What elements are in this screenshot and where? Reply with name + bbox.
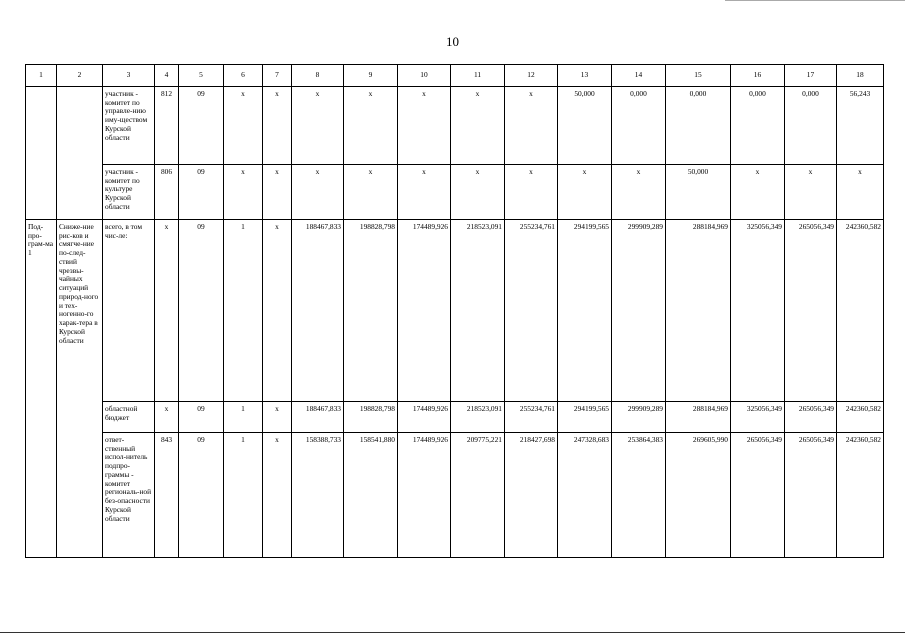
- header-cell: 8: [292, 65, 344, 87]
- value-cell: 288184,969: [666, 220, 731, 402]
- value-cell: 158388,733: [292, 433, 344, 558]
- value-cell: x: [837, 165, 884, 220]
- header-cell: 3: [103, 65, 155, 87]
- value-cell: x: [292, 165, 344, 220]
- value-cell: 269605,990: [666, 433, 731, 558]
- executor-label: ответ-ственный испол-нитель подпро-граммы - комитет региональ-ной без-опасности Курской области: [103, 433, 155, 558]
- value-cell: 218523,091: [451, 402, 505, 433]
- value-cell: 209775,221: [451, 433, 505, 558]
- value-cell: x: [398, 87, 451, 165]
- value-cell: 288184,969: [666, 402, 731, 433]
- value-cell: 255234,761: [505, 220, 558, 402]
- value-cell: 0,000: [666, 87, 731, 165]
- value-cell: x: [505, 87, 558, 165]
- value-cell: 188467,833: [292, 220, 344, 402]
- value-cell: 265056,349: [731, 433, 785, 558]
- section-code: 09: [179, 87, 224, 165]
- value-cell: 294199,565: [558, 402, 612, 433]
- page-top-edge: [725, 0, 905, 1]
- header-row: [26, 65, 884, 87]
- budget-table: [25, 64, 884, 558]
- header-cell: 16: [731, 65, 785, 87]
- target-code: x: [263, 402, 292, 433]
- value-cell: 253864,383: [612, 433, 666, 558]
- header-cell: 18: [837, 65, 884, 87]
- header-cell: 5: [179, 65, 224, 87]
- value-cell: 242360,582: [837, 402, 884, 433]
- subsection-code: 1: [224, 402, 263, 433]
- page-bottom-edge: [0, 632, 905, 633]
- header-cell: 10: [398, 65, 451, 87]
- grbs-code: x: [155, 402, 179, 433]
- grbs-code: 812: [155, 87, 179, 165]
- header-cell: 13: [558, 65, 612, 87]
- value-cell: 242360,582: [837, 433, 884, 558]
- subprogram-label: Под-про-грам-ма 1: [26, 220, 57, 558]
- value-cell: x: [785, 165, 837, 220]
- value-cell: 265056,349: [785, 433, 837, 558]
- value-cell: 218523,091: [451, 220, 505, 402]
- target-code: x: [263, 87, 292, 165]
- header-cell: 15: [666, 65, 731, 87]
- funding-source-label: всего, в том чис-ле:: [103, 220, 155, 402]
- value-cell: 325056,349: [731, 220, 785, 402]
- value-cell: x: [292, 87, 344, 165]
- table-row: [26, 220, 884, 402]
- section-code: 09: [179, 220, 224, 402]
- value-cell: 198828,798: [344, 220, 398, 402]
- value-cell: 265056,349: [785, 220, 837, 402]
- value-cell: 265056,349: [785, 402, 837, 433]
- subsection-code: x: [224, 165, 263, 220]
- section-code: 09: [179, 402, 224, 433]
- value-cell: 242360,582: [837, 220, 884, 402]
- header-cell: 7: [263, 65, 292, 87]
- empty-cell: [57, 87, 103, 220]
- grbs-code: 806: [155, 165, 179, 220]
- value-cell: x: [558, 165, 612, 220]
- subprogram-title: Сниже-ние рис-ков и смягче-ние по-след-ствий чрезвы-чайных ситуаций природ-ного и тех-ногенно-го харак-тера в Курской области: [57, 220, 103, 558]
- value-cell: 294199,565: [558, 220, 612, 402]
- header-cell: 9: [344, 65, 398, 87]
- header-cell: 4: [155, 65, 179, 87]
- section-code: 09: [179, 433, 224, 558]
- table-row: [26, 433, 884, 558]
- header-cell: 17: [785, 65, 837, 87]
- value-cell: 247328,683: [558, 433, 612, 558]
- empty-cell: [26, 87, 57, 220]
- value-cell: x: [612, 165, 666, 220]
- value-cell: 174489,926: [398, 220, 451, 402]
- header-cell: 2: [57, 65, 103, 87]
- participant-label: участник - комитет по управле-нию иму-ществом Курской области: [103, 87, 155, 165]
- header-cell: 12: [505, 65, 558, 87]
- value-cell: 158541,880: [344, 433, 398, 558]
- value-cell: 218427,698: [505, 433, 558, 558]
- value-cell: 0,000: [612, 87, 666, 165]
- grbs-code: x: [155, 220, 179, 402]
- value-cell: 255234,761: [505, 402, 558, 433]
- value-cell: x: [731, 165, 785, 220]
- header-cell: 14: [612, 65, 666, 87]
- value-cell: 299909,289: [612, 402, 666, 433]
- value-cell: x: [344, 87, 398, 165]
- value-cell: x: [398, 165, 451, 220]
- value-cell: 56,243: [837, 87, 884, 165]
- value-cell: 174489,926: [398, 433, 451, 558]
- table-row: [26, 402, 884, 433]
- grbs-code: 843: [155, 433, 179, 558]
- value-cell: x: [451, 165, 505, 220]
- table-row: [26, 165, 884, 220]
- target-code: x: [263, 165, 292, 220]
- header-cell: 11: [451, 65, 505, 87]
- header-cell: 6: [224, 65, 263, 87]
- subsection-code: 1: [224, 433, 263, 558]
- table-row: [26, 87, 884, 165]
- value-cell: x: [505, 165, 558, 220]
- target-code: x: [263, 220, 292, 402]
- subsection-code: 1: [224, 220, 263, 402]
- value-cell: 198828,798: [344, 402, 398, 433]
- participant-label: участник - комитет по культуре Курской области: [103, 165, 155, 220]
- value-cell: 0,000: [785, 87, 837, 165]
- target-code: x: [263, 433, 292, 558]
- subsection-code: x: [224, 87, 263, 165]
- value-cell: 325056,349: [731, 402, 785, 433]
- value-cell: 0,000: [731, 87, 785, 165]
- value-cell: 50,000: [666, 165, 731, 220]
- value-cell: 299909,289: [612, 220, 666, 402]
- page-number: 10: [446, 34, 459, 49]
- value-cell: 174489,926: [398, 402, 451, 433]
- header-cell: 1: [26, 65, 57, 87]
- funding-source-label: областной бюджет: [103, 402, 155, 433]
- value-cell: x: [344, 165, 398, 220]
- value-cell: 50,000: [558, 87, 612, 165]
- value-cell: 188467,833: [292, 402, 344, 433]
- value-cell: x: [451, 87, 505, 165]
- section-code: 09: [179, 165, 224, 220]
